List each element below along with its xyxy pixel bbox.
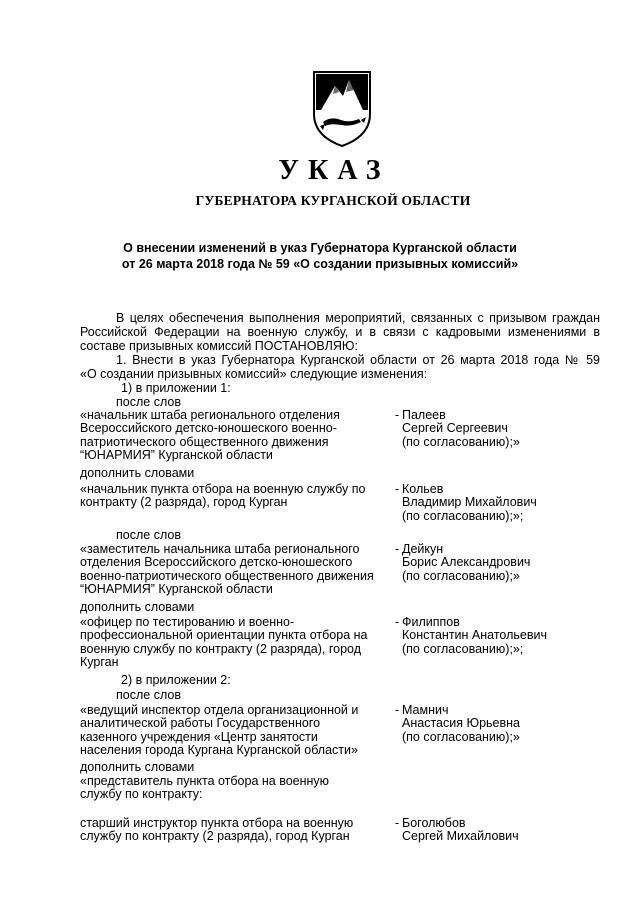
heading-line: от 26 марта 2018 года № 59 «О создании призывных комиссий» — [121, 257, 519, 271]
person-name: Борис Александрович — [402, 555, 531, 570]
document-title: УКАЗ — [278, 155, 390, 186]
dash: - — [395, 482, 400, 496]
position-line: отделения Всероссийского детско-юношеского — [80, 555, 353, 570]
dash: - — [395, 408, 400, 422]
position-line: населения города Кургана Курганской области» — [80, 743, 358, 758]
position-line: «заместитель начальника штаба регионального — [80, 542, 360, 556]
person-name: Сергей Сергеевич — [402, 421, 508, 436]
position-line: контракту (2 разряда), город Курган — [80, 495, 288, 510]
appendix-label: 1) в приложении 1: — [121, 381, 231, 395]
add-words-label: дополнить словами — [80, 466, 195, 480]
person-surname: Палеев — [402, 408, 446, 422]
add-words-label: дополнить словами — [80, 760, 195, 774]
position-line: профессиональной ориентации пункта отбора на — [80, 628, 368, 643]
position-line: службу по контракту (2 разряда), город Курган — [80, 829, 350, 844]
preamble-line: В целях обеспечения выполнения мероприятий, связанных с призывом граждан — [116, 311, 600, 325]
position-line: казенного учреждения «Центр занятости — [80, 729, 318, 744]
person-surname: Кольев — [402, 482, 444, 496]
person-name: Владимир Михайлович — [402, 495, 537, 510]
dash: - — [395, 615, 400, 629]
position-line: Курган — [80, 655, 119, 670]
position-line: “ЮНАРМИЯ” Курганской области — [80, 448, 273, 463]
person-note: (по согласованию);»; — [402, 641, 524, 656]
dash: - — [395, 542, 400, 556]
person-surname: Мамнич — [402, 703, 449, 717]
item-line: «О создании призывных комиссий» следующие изменения: — [80, 367, 428, 381]
dash: - — [395, 703, 400, 717]
table-row — [80, 817, 600, 844]
position-line: военную службу по контракту (2 разряда), город — [80, 641, 362, 656]
add-words-label: дополнить словами — [80, 600, 195, 614]
position-line: «начальник пункта отбора на военную службу по — [80, 482, 366, 496]
table-row — [80, 704, 600, 758]
table-row — [80, 409, 600, 463]
position-line: старший инструктор пункта отбора на военную — [80, 816, 354, 830]
person-name: Сергей Михайлович — [402, 829, 519, 844]
person-surname: Дейкун — [402, 542, 444, 556]
person-surname: Филиппов — [402, 615, 460, 629]
position-line: аналитической работы Государственного — [80, 716, 321, 731]
table-row — [80, 482, 600, 523]
position-line: Всероссийского детско-юношеского военно- — [80, 421, 337, 436]
person-name: Константин Анатольевич — [402, 628, 547, 643]
coat-of-arms-emblem — [311, 70, 373, 148]
document-subtitle: ГУБЕРНАТОРА КУРГАНСКОЙ ОБЛАСТИ — [195, 193, 471, 208]
after-words-label: после слов — [116, 688, 181, 702]
heading-line: О внесении изменений в указ Губернатора Курганской области — [123, 241, 517, 255]
position-line: «офицер по тестированию и военно- — [80, 615, 295, 629]
table-row — [80, 543, 600, 597]
person-note: (по согласованию);» — [402, 729, 520, 744]
after-words-label: после слов — [116, 528, 181, 542]
position-line: “ЮНАРМИЯ” Курганской области — [80, 582, 273, 597]
position-line: «начальник штаба регионального отделения — [80, 408, 340, 422]
person-note: (по согласованию);» — [402, 568, 520, 583]
appendix-label: 2) в приложении 2: — [121, 673, 231, 687]
person-note: (по согласованию);»; — [402, 508, 524, 523]
person-note: (по согласованию);» — [402, 434, 520, 449]
dash: - — [395, 816, 400, 830]
table-row — [80, 616, 600, 670]
table-row — [80, 775, 600, 802]
after-words-label: после слов — [116, 395, 181, 409]
position-line: патриотического общественного движения — [80, 434, 329, 449]
item-line: 1. Внести в указ Губернатора Курганской области от 26 марта 2018 года № 59 — [116, 353, 600, 367]
preamble-line: составе призывных комиссий ПОСТАНОВЛЯЮ: — [80, 339, 358, 353]
person-name: Анастасия Юрьевна — [402, 716, 520, 731]
position-line: «ведущий инспектор отдела организационной и — [80, 703, 359, 717]
preamble-line: Российской Федерации на военную службу, и в связи с кадровыми изменениями в — [80, 325, 600, 339]
position-line: военно-патриотического общественного движения — [80, 568, 374, 583]
person-surname: Боголюбов — [402, 816, 466, 830]
position-line: «представитель пункта отбора на военную — [80, 774, 330, 788]
position-line: службу по контракту: — [80, 787, 203, 802]
